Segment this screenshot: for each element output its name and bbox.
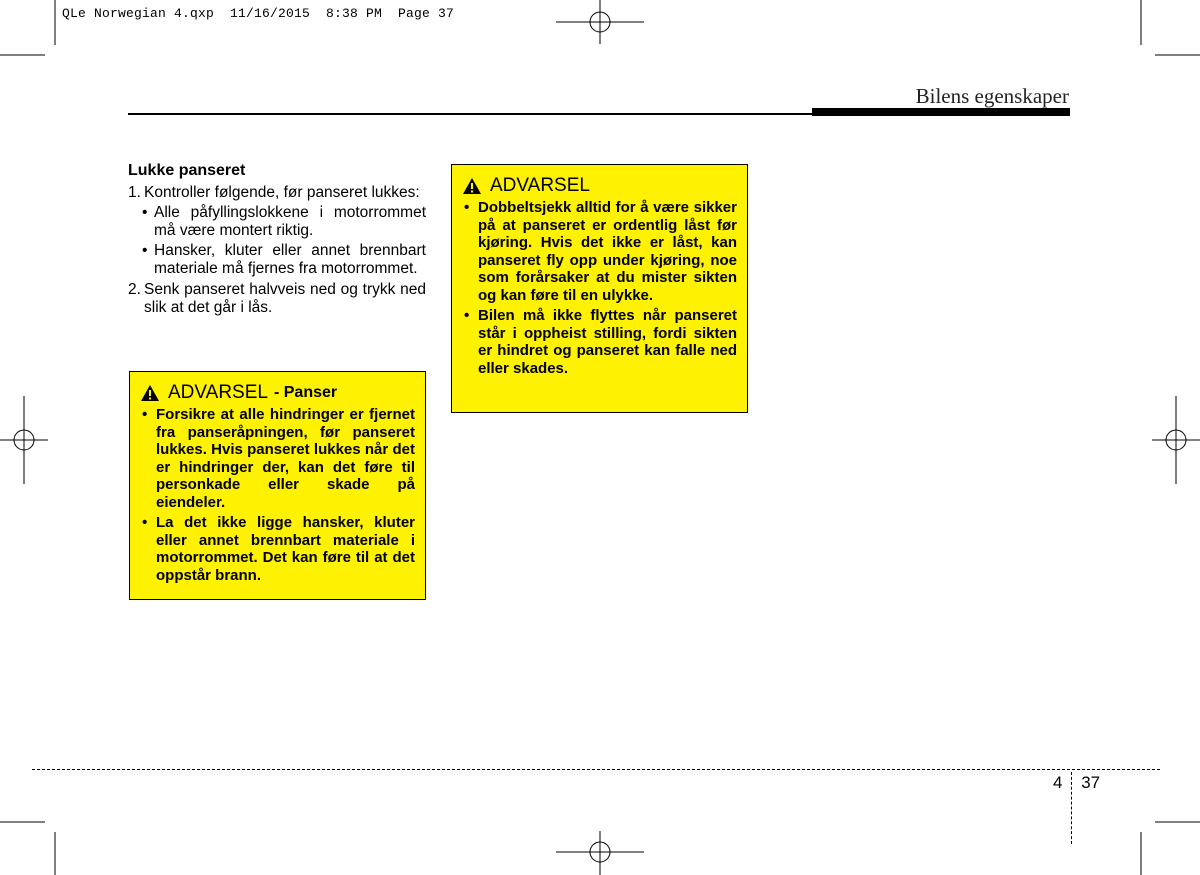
- warning-box-hood: [129, 371, 426, 600]
- header-rule: [128, 113, 812, 115]
- warning-list: [462, 199, 737, 377]
- warning-subtitle: - Panser: [273, 384, 338, 402]
- step-1-bullets: [128, 204, 426, 278]
- registration-mark-icon: [556, 0, 644, 44]
- warning-triangle-icon: [140, 384, 160, 402]
- registration-mark-icon: [0, 396, 48, 484]
- footer-rule: [32, 769, 1160, 770]
- registration-mark-icon: [1152, 396, 1200, 484]
- instructions-column: [128, 162, 426, 317]
- warning-item: • Bilen må ikke flyttes når panseret står i oppheist stilling, fordi sikten er hindret og panseret kan falle ned eller skades.: [462, 307, 737, 377]
- warning-header: [140, 384, 415, 402]
- list-item: • Hansker, kluter eller annet brennbart materiale må fjernes fra motorrommet.: [142, 242, 426, 278]
- warning-item: • Dobbeltsjekk alltid for å være sikker på at panseret er ordentlig låst før kjøring. Hvis det ikke er låst, kan panseret fly opp under kjøring, noe som forårsaker at du mister sikten og kan føre til en ulykke.: [462, 199, 737, 304]
- warning-item: • Forsikre at alle hindringer er fjernet fra panseråpningen, før panseret lukkes. Hvis panseret lukkes når det er hindringer der, kan det føre til personkade eller skade på eiendeler.: [140, 406, 415, 511]
- warning-triangle-icon: [462, 177, 482, 195]
- warning-box-general: [451, 164, 748, 413]
- warning-list: [140, 406, 415, 584]
- warning-header: [462, 177, 737, 195]
- warning-item: • La det ikke ligge hansker, kluter eller annet brennbart materiale i motorrommet. Det kan føre til at det oppstår brann.: [140, 514, 415, 584]
- page-number: [1053, 773, 1100, 793]
- chapter-number: 4: [1053, 773, 1063, 792]
- list-item: • Alle påfyllingslokkene i motorrommet må være montert riktig.: [142, 204, 426, 240]
- warning-title: ADVARSEL: [168, 382, 268, 404]
- registration-mark-icon: [556, 831, 644, 875]
- step-number: 1.: [128, 184, 141, 201]
- step-text: Senk panseret halvveis ned og trykk ned slik at det går i lås.: [144, 281, 426, 316]
- instructions-heading: Lukke panseret: [128, 162, 246, 179]
- section-title: Bilens egenskaper: [915, 84, 1069, 108]
- step-2: [128, 281, 426, 317]
- page-number-value: 37: [1081, 773, 1101, 792]
- page-number-divider: [1071, 772, 1072, 844]
- step-1: [128, 184, 426, 202]
- header-rule-thick: [812, 108, 1070, 116]
- print-slug: QLe Norwegian 4.qxp 11/16/2015 8:38 PM Page 37: [62, 6, 455, 21]
- warning-title: ADVARSEL: [490, 175, 590, 197]
- step-number: 2.: [128, 281, 141, 298]
- step-text: Kontroller følgende, før panseret lukkes:: [144, 184, 420, 201]
